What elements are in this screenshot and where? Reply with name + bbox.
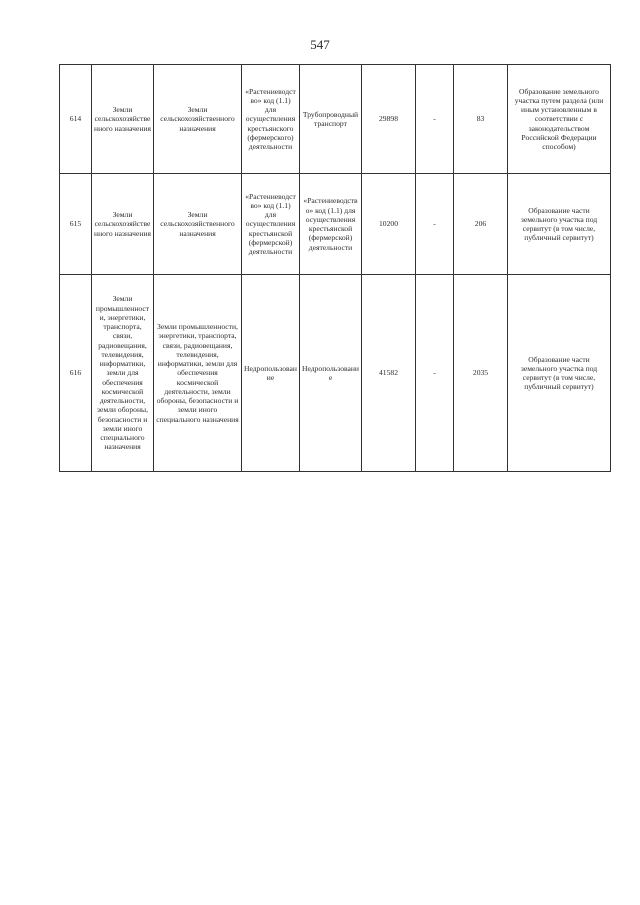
area-cell: 41582 xyxy=(362,275,416,472)
land-registry-table xyxy=(59,64,611,472)
method-cell: Образование земельного участка путем раздела (или иным установленным в соответствии с законодательством Российской Федерации способом) xyxy=(508,65,611,174)
row-number: 616 xyxy=(60,275,92,472)
actual-use-cell: Недропользование xyxy=(300,275,362,472)
land-category-cell: Земли промышленности, энергетики, транспорта, связи, радиовещания, телевидения, информатики, земли для обеспечения космической деятельности, земли обороны, безопасности и земли иного специального назначения xyxy=(154,275,242,472)
count-cell: 2035 xyxy=(454,275,508,472)
actual-use-cell: Трубопроводный транспорт xyxy=(300,65,362,174)
actual-use-cell: «Растениеводство» код (1.1) для осуществления крестьянской (фермерской) деятельности xyxy=(300,174,362,275)
permitted-use-cell: «Растениеводство» код (1.1) для осуществления крестьянского (фермерского) деятельности xyxy=(242,65,300,174)
row-number: 615 xyxy=(60,174,92,275)
count-cell: 206 xyxy=(454,174,508,275)
category-cell: Земли промышленности, энергетики, транспорта, связи, радиовещания, телевидения, информатики, земли для обеспечения космической деятельности, земли обороны, безопасности и земли иного специального назначения xyxy=(92,275,154,472)
table-row xyxy=(60,65,611,174)
table-row xyxy=(60,275,611,472)
category-cell: Земли сельскохозяйственного назначения xyxy=(92,174,154,275)
permitted-use-cell: Недропользование xyxy=(242,275,300,472)
dash-cell: - xyxy=(416,275,454,472)
dash-cell: - xyxy=(416,65,454,174)
row-number: 614 xyxy=(60,65,92,174)
permitted-use-cell: «Растениеводство» код (1.1) для осуществления крестьянской (фермерской) деятельности xyxy=(242,174,300,275)
method-cell: Образование части земельного участка под сервитут (в том числе, публичный сервитут) xyxy=(508,275,611,472)
area-cell: 29898 xyxy=(362,65,416,174)
page-number: 547 xyxy=(310,37,330,52)
table-row xyxy=(60,174,611,275)
category-cell: Земли сельскохозяйственного назначения xyxy=(92,65,154,174)
area-cell: 10200 xyxy=(362,174,416,275)
dash-cell: - xyxy=(416,174,454,275)
land-category-cell: Земли сельскохозяйственного назначения xyxy=(154,174,242,275)
count-cell: 83 xyxy=(454,65,508,174)
land-category-cell: Земли сельскохозяйственного назначения xyxy=(154,65,242,174)
method-cell: Образование части земельного участка под сервитут (в том числе, публичный сервитут) xyxy=(508,174,611,275)
